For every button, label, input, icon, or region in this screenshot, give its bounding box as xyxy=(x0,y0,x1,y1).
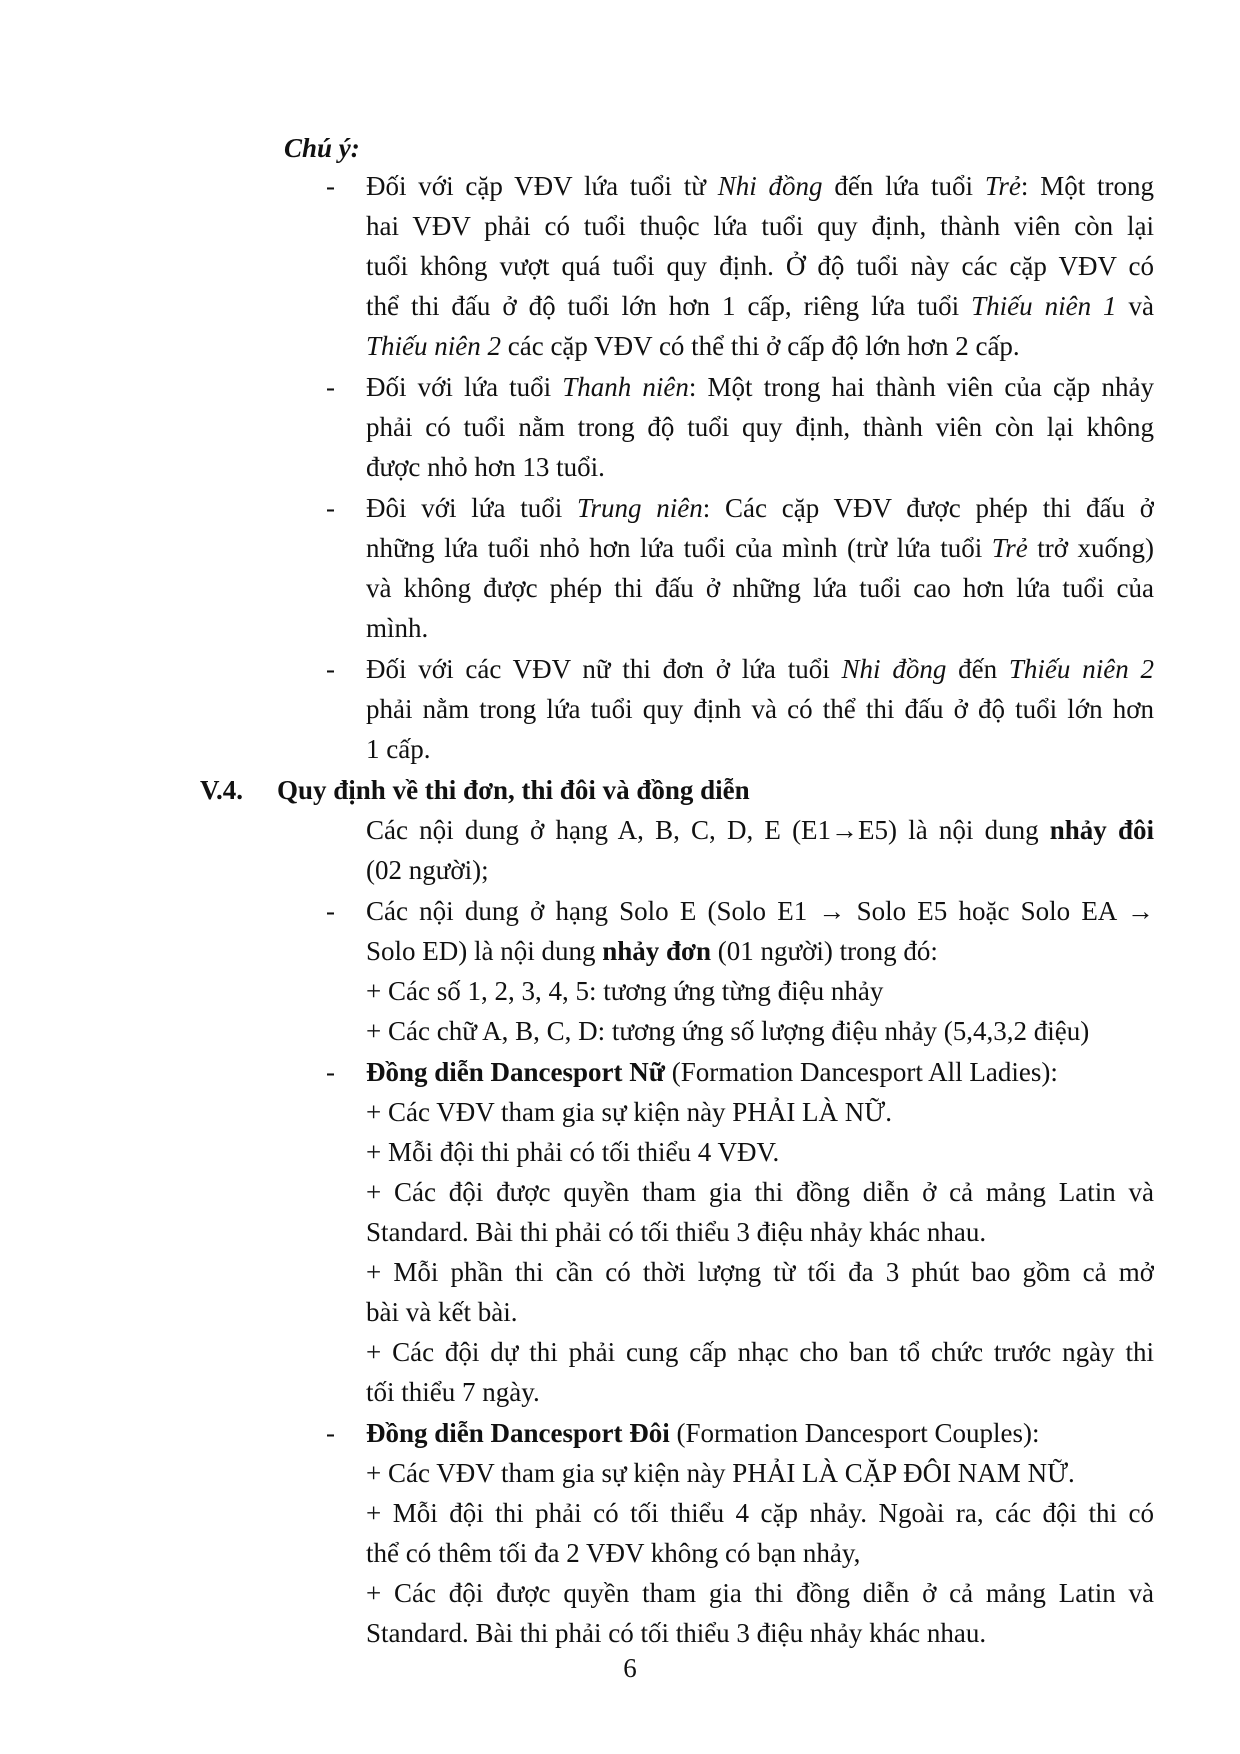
note-title: Chú ý: xyxy=(284,133,360,163)
formation-ladies-line: Standard. Bài thi phải có tối thiểu 3 điệu nhảy khác nhau. xyxy=(366,1217,987,1247)
page-number: 6 xyxy=(623,1653,637,1683)
note-item-2-line-2: phải có tuổi nằm trong độ tuổi quy định, thành viên còn lại không xyxy=(366,412,1154,442)
note-item-3-line-3: và không được phép thi đấu ở những lứa tuổi cao hơn lứa tuổi của xyxy=(366,573,1154,603)
formation-couples-line: + Các đội được quyền tham gia thi đồng diễn ở cả mảng Latin và xyxy=(366,1578,1154,1608)
section-title: Quy định về thi đơn, thi đôi và đồng diễn xyxy=(277,775,750,805)
formation-couples-line: + Mỗi đội thi phải có tối thiểu 4 cặp nhảy. Ngoài ra, các đội thi có xyxy=(366,1498,1154,1528)
formation-ladies-line: + Mỗi đội thi phải có tối thiểu 4 VĐV. xyxy=(366,1137,780,1167)
note-item-1-line-5: Thiếu niên 2 các cặp VĐV có thể thi ở cấp độ lớn hơn 2 cấp. xyxy=(366,331,1020,361)
solo-sub-2: + Các chữ A, B, C, D: tương ứng số lượng điệu nhảy (5,4,3,2 điệu) xyxy=(366,1016,1090,1046)
formation-ladies-line: + Các đội dự thi phải cung cấp nhạc cho ban tổ chức trước ngày thi xyxy=(366,1337,1154,1367)
formation-couples-line: Standard. Bài thi phải có tối thiểu 3 điệu nhảy khác nhau. xyxy=(366,1618,987,1648)
bullet-dash: - xyxy=(326,654,335,684)
note-item-1-line-4: thể thi đấu ở độ tuổi lớn hơn 1 cấp, riêng lứa tuổi Thiếu niên 1 và xyxy=(366,291,1154,321)
note-item-4-line-2: phải nằm trong lứa tuổi quy định và có thể thi đấu ở độ tuổi lớn hơn xyxy=(366,694,1154,724)
bullet-dash: - xyxy=(326,493,335,523)
solo-sub-1: + Các số 1, 2, 3, 4, 5: tương ứng từng điệu nhảy xyxy=(366,976,884,1006)
bullet-dash: - xyxy=(326,1418,335,1448)
note-item-3-line-1: Đôi với lứa tuổi Trung niên: Các cặp VĐV được phép thi đấu ở xyxy=(366,493,1154,523)
note-item-2-line-3: được nhỏ hơn 13 tuổi. xyxy=(366,452,605,482)
section-number: V.4. xyxy=(200,775,244,805)
bullet-dash: - xyxy=(326,896,335,926)
section-intro-line-1: Các nội dung ở hạng A, B, C, D, E (E1→E5) là nội dung nhảy đôi xyxy=(366,815,1154,845)
solo-line-2: Solo ED) là nội dung nhảy đơn (01 người) trong đó: xyxy=(366,936,938,966)
note-item-1-line-3: tuổi không vượt quá tuổi quy định. Ở độ tuổi này các cặp VĐV có xyxy=(366,251,1154,281)
bullet-dash: - xyxy=(326,1057,335,1087)
note-item-1-line-1: Đối với cặp VĐV lứa tuổi từ Nhi đồng đến lứa tuổi Trẻ: Một trong xyxy=(366,171,1154,201)
formation-couples-line: thể có thêm tối đa 2 VĐV không có bạn nhảy, xyxy=(366,1538,861,1568)
formation-ladies-line: + Các đội được quyền tham gia thi đồng diễn ở cả mảng Latin và xyxy=(366,1177,1154,1207)
note-item-4-line-1: Đối với các VĐV nữ thi đơn ở lứa tuổi Nhi đồng đến Thiếu niên 2 xyxy=(366,654,1154,684)
note-item-1-line-2: hai VĐV phải có tuổi thuộc lứa tuổi quy định, thành viên còn lại xyxy=(366,211,1154,241)
solo-line-1: Các nội dung ở hạng Solo E (Solo E1 → Solo E5 hoặc Solo EA → xyxy=(366,896,1154,926)
formation-couples-line: + Các VĐV tham gia sự kiện này PHẢI LÀ CẶP ĐÔI NAM NỮ. xyxy=(366,1458,1075,1488)
formation-ladies-line: + Mỗi phần thi cần có thời lượng từ tối đa 3 phút bao gồm cả mở xyxy=(366,1257,1154,1287)
formation-ladies-heading: Đồng diễn Dancesport Nữ (Formation Dancesport All Ladies): xyxy=(366,1057,1058,1087)
formation-ladies-line: tối thiểu 7 ngày. xyxy=(366,1377,540,1407)
bullet-dash: - xyxy=(326,171,335,201)
note-item-4-line-3: 1 cấp. xyxy=(366,734,431,764)
formation-ladies-line: + Các VĐV tham gia sự kiện này PHẢI LÀ NỮ. xyxy=(366,1097,892,1127)
note-item-2-line-1: Đối với lứa tuổi Thanh niên: Một trong hai thành viên của cặp nhảy xyxy=(366,372,1154,402)
note-item-3-line-4: mình. xyxy=(366,613,429,643)
note-item-3-line-2: những lứa tuổi nhỏ hơn lứa tuổi của mình (trừ lứa tuổi Trẻ trở xuống) xyxy=(366,533,1154,563)
formation-couples-heading: Đồng diễn Dancesport Đôi (Formation Dancesport Couples): xyxy=(366,1418,1040,1448)
bullet-dash: - xyxy=(326,372,335,402)
section-intro-line-2: (02 người); xyxy=(366,855,489,885)
formation-ladies-line: bài và kết bài. xyxy=(366,1297,518,1327)
